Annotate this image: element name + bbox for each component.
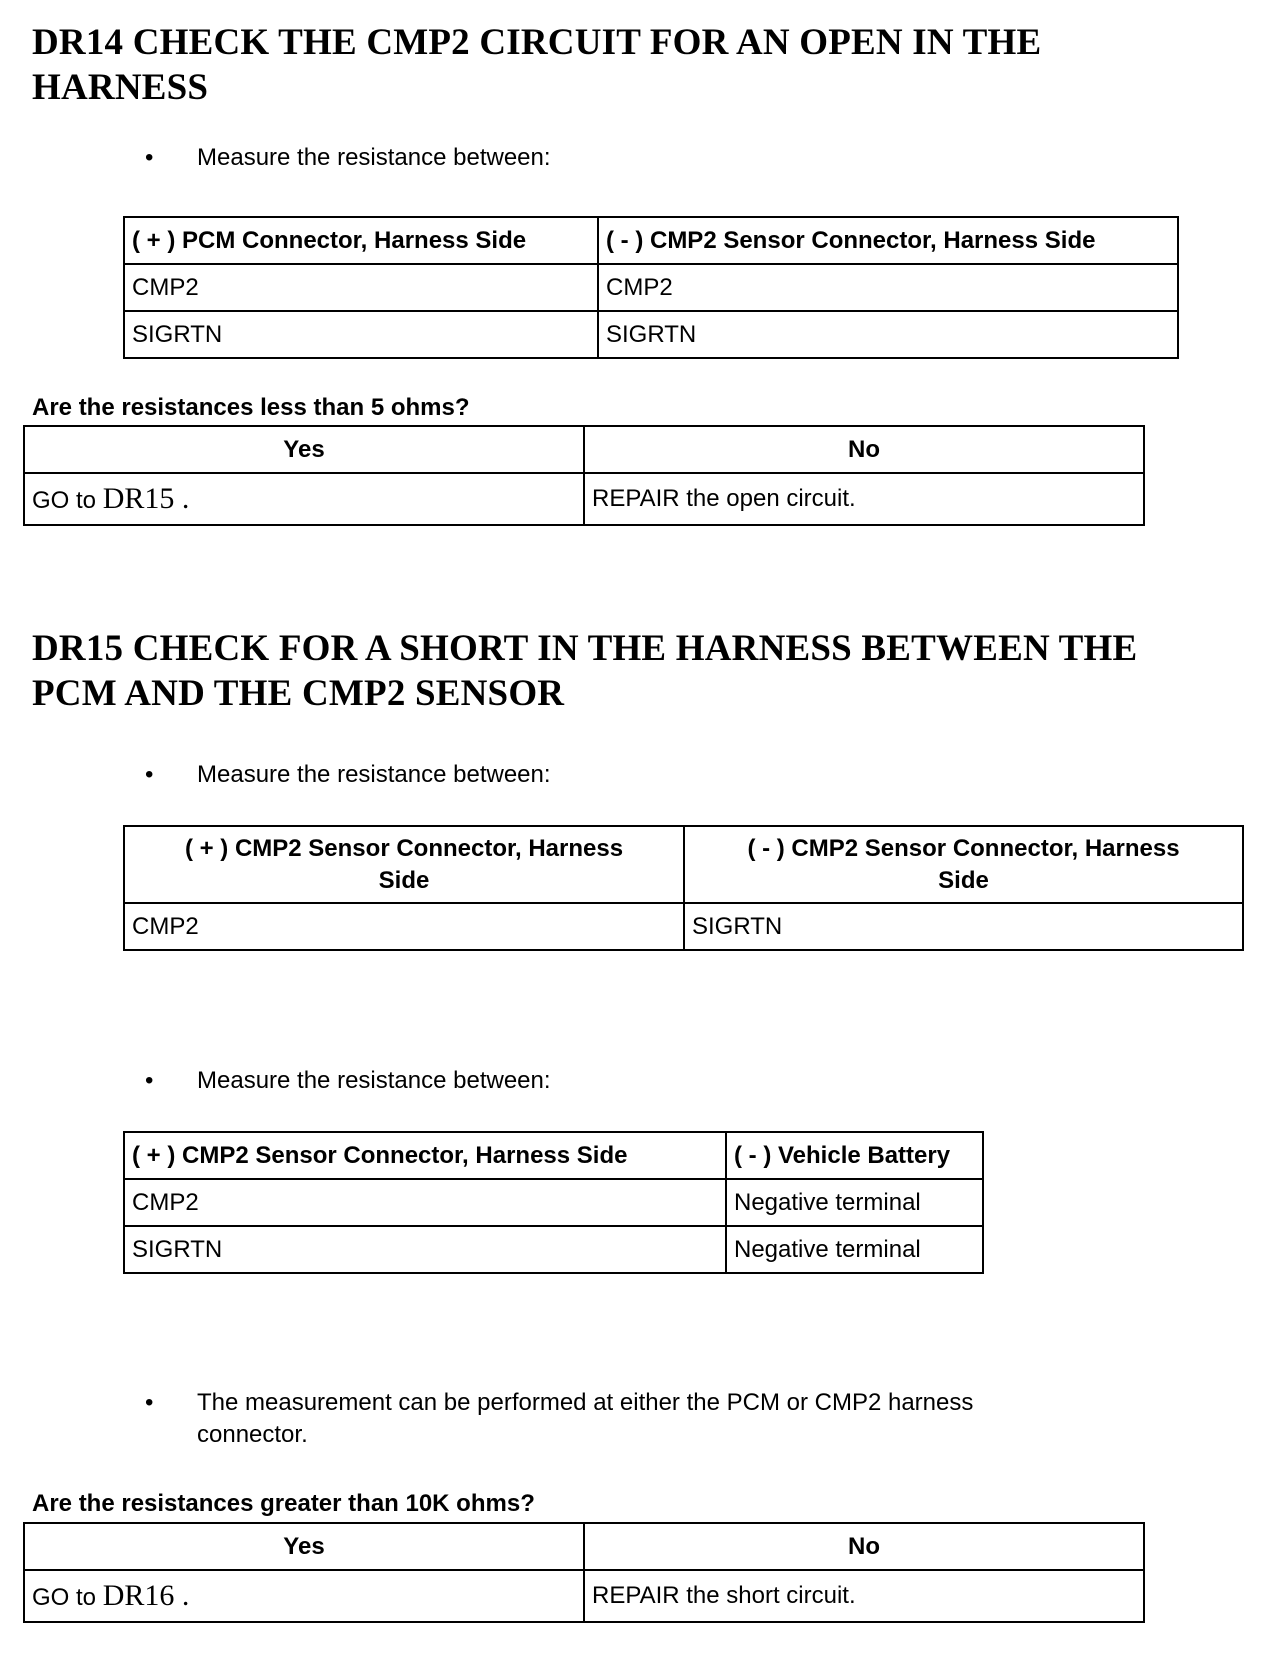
table-cell: CMP2 <box>124 1179 726 1226</box>
goto-label: GO to <box>32 487 97 514</box>
dr14-heading-line1: DR14 CHECK THE CMP2 CIRCUIT FOR AN OPEN IN THE <box>32 22 1042 63</box>
goto-link-dr16[interactable]: DR16 <box>102 1579 175 1612</box>
dr14-measure-table <box>123 216 1179 359</box>
yes-action <box>24 1570 584 1622</box>
dr15-heading <box>32 626 1137 716</box>
goto-link-dr15[interactable]: DR15 <box>102 482 175 515</box>
dr14-col-plus: ( + ) PCM Connector, Harness Side <box>124 217 598 264</box>
table-cell: SIGRTN <box>598 311 1178 358</box>
no-header: No <box>584 1523 1144 1570</box>
bullet-line: connector. <box>197 1421 308 1448</box>
dr15-question: Are the resistances greater than 10K ohms? <box>32 1490 535 1517</box>
no-action: REPAIR the short circuit. <box>584 1570 1144 1622</box>
dr14-heading-line2: HARNESS <box>32 67 209 108</box>
dr15-t2-col-plus: ( + ) CMP2 Sensor Connector, Harness Side <box>124 1132 726 1179</box>
yes-header: Yes <box>24 1523 584 1570</box>
no-header: No <box>584 426 1144 473</box>
table-cell: CMP2 <box>124 903 684 950</box>
goto-suffix: . <box>174 1579 190 1612</box>
table-cell: SIGRTN <box>124 311 598 358</box>
dr14-heading <box>32 20 1041 110</box>
dr15-measure-table-2 <box>123 1131 984 1274</box>
table-cell: Negative terminal <box>726 1179 983 1226</box>
bullet-icon: • <box>145 1389 154 1416</box>
header-line: Side <box>938 866 989 894</box>
dr15-t1-col-plus <box>124 826 684 903</box>
table-cell: CMP2 <box>124 264 598 311</box>
goto-suffix: . <box>174 482 190 515</box>
dr15-heading-line2: PCM AND THE CMP2 SENSOR <box>32 673 565 714</box>
dr15-bullet-1-text: Measure the resistance between: <box>197 761 551 788</box>
table-cell: CMP2 <box>598 264 1178 311</box>
dr14-question: Are the resistances less than 5 ohms? <box>32 394 470 421</box>
table-cell: SIGRTN <box>684 903 1243 950</box>
dr14-bullet-text: Measure the resistance between: <box>197 144 551 171</box>
header-line: ( - ) CMP2 Sensor Connector, Harness <box>747 834 1180 862</box>
table-cell: Negative terminal <box>726 1226 983 1273</box>
dr15-t2-col-minus: ( - ) Vehicle Battery <box>726 1132 983 1179</box>
yes-header: Yes <box>24 426 584 473</box>
dr15-result-table <box>23 1522 1145 1623</box>
dr15-measure-table-1 <box>123 825 1244 951</box>
dr14-result-table <box>23 425 1145 526</box>
bullet-icon: • <box>145 144 154 171</box>
bullet-icon: • <box>145 761 154 788</box>
dr14-col-minus: ( - ) CMP2 Sensor Connector, Harness Side <box>598 217 1178 264</box>
goto-label: GO to <box>32 1584 97 1611</box>
yes-action <box>24 473 584 525</box>
dr15-heading-line1: DR15 CHECK FOR A SHORT IN THE HARNESS BETWEEN THE <box>32 628 1138 669</box>
table-cell: SIGRTN <box>124 1226 726 1273</box>
dr15-bullet-3-text <box>197 1387 1197 1451</box>
no-action: REPAIR the open circuit. <box>584 473 1144 525</box>
bullet-line: The measurement can be performed at either the PCM or CMP2 harness <box>197 1389 974 1416</box>
bullet-icon: • <box>145 1067 154 1094</box>
dr15-bullet-2-text: Measure the resistance between: <box>197 1067 551 1094</box>
header-line: ( + ) CMP2 Sensor Connector, Harness <box>184 834 624 862</box>
header-line: Side <box>378 866 430 894</box>
dr15-t1-col-minus <box>684 826 1243 903</box>
